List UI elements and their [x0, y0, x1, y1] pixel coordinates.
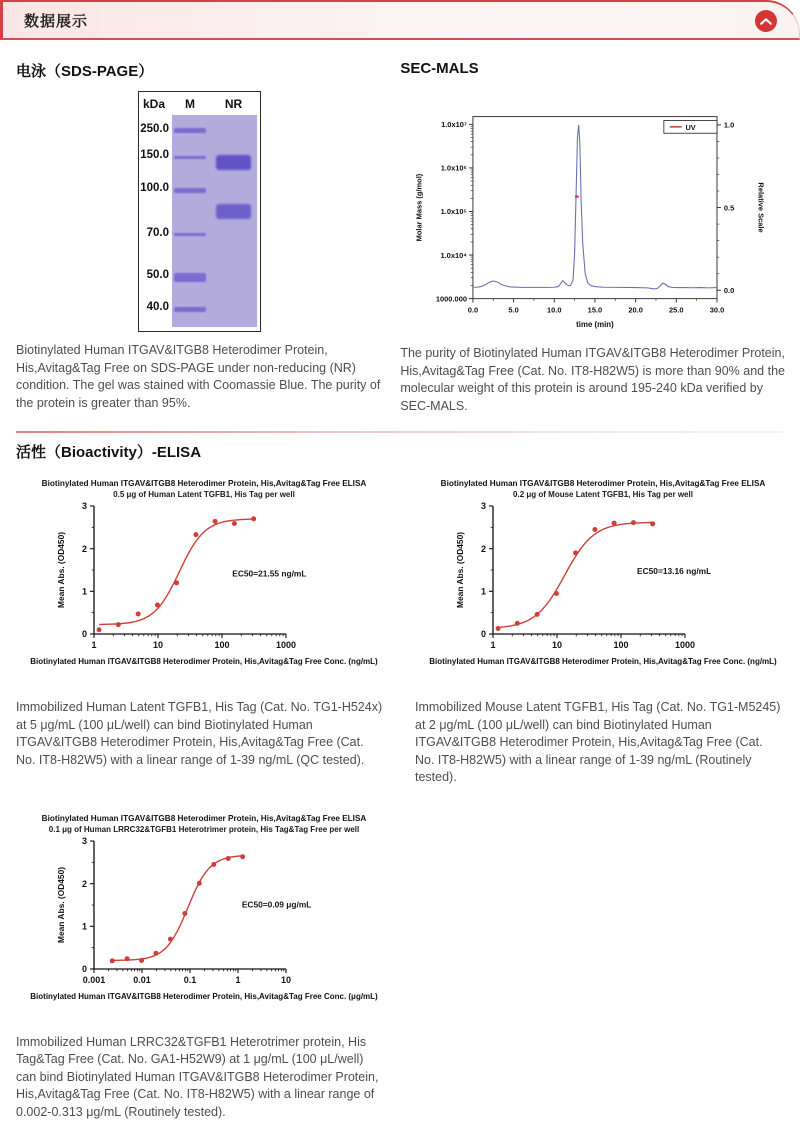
legend-label: UV	[685, 122, 696, 132]
data-point	[631, 520, 636, 525]
fit-curve	[498, 523, 653, 628]
svg-text:5.0: 5.0	[508, 305, 520, 315]
svg-text:0.0: 0.0	[724, 285, 735, 295]
svg-text:0: 0	[81, 629, 87, 640]
sec-mals-section	[400, 52, 792, 415]
sec-mals-caption: The purity of Biotinylated Human ITGAV&ITGB8 Heterodimer Protein, His,Avitag&Tag Free (Cat. No. IT8-H82W5) is more than 90% and the molecular weight of this protein is around 195-240 kDa verified by SEC-MALS.	[400, 346, 785, 413]
data-point	[515, 621, 520, 626]
plot-frame	[473, 117, 717, 299]
page-title: 数据展示	[24, 12, 89, 30]
svg-text:100: 100	[214, 640, 230, 650]
svg-text:0.01: 0.01	[133, 974, 151, 985]
back-to-top-button[interactable]	[755, 10, 777, 32]
gel-unit-label: kDa	[143, 97, 166, 111]
data-point	[496, 626, 501, 631]
svg-text:3: 3	[480, 501, 486, 512]
section-banner	[0, 0, 800, 40]
sds-page-gel-figure	[138, 91, 261, 332]
gel-marker-label: 250.0	[140, 122, 169, 135]
gel-marker-label: 50.0	[146, 269, 169, 282]
svg-text:1.0: 1.0	[724, 120, 735, 130]
svg-text:1000.000: 1000.000	[436, 294, 468, 304]
data-point	[110, 958, 115, 963]
elisa-caption-1: Immobilized Human Latent TGFB1, His Tag (Cat. No. TG1-H524x) at 5 μg/mL (100 μL/well) can bind Biotinylated Human ITGAV&ITGB8 Heterodimer Protein, His,Avitag&Tag Free (Cat. No. IT8-H82W5) with a linear range of 1-39 ng/mL (QC tested).	[16, 700, 383, 767]
svg-text:1000: 1000	[674, 640, 696, 650]
right-y-axis-label: Relative Scale	[756, 182, 766, 233]
svg-text:0.5: 0.5	[724, 203, 735, 213]
sec-mals-heading: SEC-MALS	[400, 60, 479, 77]
elisa-figure-2	[415, 476, 784, 787]
data-point	[97, 627, 102, 632]
content-area	[0, 40, 800, 1121]
data-point	[650, 521, 655, 526]
svg-text:25.0: 25.0	[669, 305, 684, 315]
gel-lane-label-nr: NR	[224, 97, 243, 111]
data-point	[211, 861, 216, 866]
data-point	[193, 532, 198, 537]
ec50-annotation: EC50=13.16 ng/mL	[637, 565, 712, 576]
sds-page-caption: Biotinylated Human ITGAV&ITGB8 Heterodimer Protein, His,Avitag&Tag Free on SDS-PAGE under non-reducing (NR) condition. The gel was stained with Coomassie Blue. The purity of the protein is greater than 95%.	[16, 343, 381, 410]
chart-title: Biotinylated Human ITGAV&ITGB8 Heterodimer Protein, His,Avitag&Tag Free ELISA	[440, 479, 766, 488]
sec-mals-chart	[400, 87, 784, 335]
y-axis-label: Mean Abs. (OD450)	[56, 866, 66, 943]
data-point	[251, 516, 256, 521]
gel-sample-band	[216, 204, 251, 219]
fit-curve	[112, 855, 242, 960]
ec50-annotation: EC50=0.09 μg/mL	[241, 899, 312, 910]
elisa-chart-mouse-latent-tgfb1	[427, 476, 779, 689]
elisa-figure-3	[16, 811, 385, 1122]
chart-title: Biotinylated Human ITGAV&ITGB8 Heterodimer Protein, His,Avitag&Tag Free ELISA	[41, 479, 367, 488]
data-point	[232, 521, 237, 526]
gel-marker-label: 100.0	[140, 182, 169, 195]
data-point	[182, 911, 187, 916]
svg-text:10: 10	[280, 974, 292, 985]
data-point	[168, 936, 173, 941]
chart-title: Biotinylated Human ITGAV&ITGB8 Heterodimer Protein, His,Avitag&Tag Free ELISA	[41, 813, 367, 823]
gel-marker-band	[174, 307, 206, 312]
data-point	[240, 854, 245, 859]
bioactivity-section	[16, 441, 784, 1121]
svg-text:1.0x10⁴: 1.0x10⁴	[440, 250, 468, 260]
svg-text:1: 1	[480, 586, 486, 597]
svg-text:0.001: 0.001	[82, 974, 106, 985]
svg-text:0.1: 0.1	[183, 974, 197, 985]
svg-text:0.0: 0.0	[468, 305, 479, 315]
x-axis-label: Biotinylated Human ITGAV&ITGB8 Heterodimer Protein, His,Avitag&Tag Free Conc. (μg/mL)	[30, 991, 378, 1001]
svg-text:0: 0	[480, 629, 486, 640]
top-row	[16, 52, 784, 415]
elisa-chart-human-latent-tgfb1	[28, 476, 380, 689]
gel-marker-band	[174, 128, 206, 133]
data-point	[174, 580, 179, 585]
data-point	[153, 950, 158, 955]
svg-text:15.0: 15.0	[587, 305, 603, 315]
gel-marker-band	[174, 273, 206, 282]
gel-marker-band	[174, 156, 206, 159]
svg-text:1: 1	[235, 974, 241, 985]
grid-spacer	[415, 811, 784, 1122]
svg-text:3: 3	[81, 835, 87, 846]
data-point	[125, 956, 130, 961]
data-point	[116, 622, 121, 627]
gel-marker-label: 40.0	[146, 301, 169, 314]
svg-text:20.0: 20.0	[628, 305, 644, 315]
svg-text:10: 10	[551, 640, 563, 650]
svg-text:0: 0	[81, 963, 87, 974]
svg-text:1: 1	[490, 640, 496, 650]
gel-sample-band	[216, 155, 251, 170]
data-point	[226, 855, 231, 860]
svg-text:1.0x10⁷: 1.0x10⁷	[441, 120, 468, 130]
gel-marker-label: 70.0	[146, 226, 169, 239]
data-point	[554, 591, 559, 596]
data-point	[612, 521, 617, 526]
elisa-caption-2: Immobilized Mouse Latent TGFB1, His Tag (Cat. No. TG1-M5245) at 2 μg/mL (100 μL/well) can bind Biotinylated Human ITGAV&ITGB8 Heterodimer Protein, His,Avitag&Tag Free (Cat. No. IT8-H82W5) with a linear range of 1-39 ng/mL (Routinely tested).	[415, 700, 781, 784]
x-axis-label: time (min)	[576, 320, 615, 330]
svg-text:2: 2	[81, 543, 87, 554]
gel-marker-band	[174, 233, 206, 236]
elisa-caption-3: Immobilized Human LRRC32&TGFB1 Heterotrimer protein, His Tag&Tag Free (Cat. No. GA1-H52W9) at 1 μg/mL (100 μL/well) can bind Biotinylated Human ITGAV&ITGB8 Heterodimer Protein, His,Avitag&Tag Free (Cat. No. IT8-H82W5) with a linear range of 0.002-0.313 μg/mL (Routinely tested).	[16, 1034, 379, 1119]
y-axis-label: Mean Abs. (OD450)	[56, 531, 66, 609]
data-point	[197, 880, 202, 885]
fit-curve	[99, 519, 254, 624]
x-axis-label: Biotinylated Human ITGAV&ITGB8 Heterodimer Protein, His,Avitag&Tag Free Conc. (ng/mL)	[30, 657, 378, 666]
data-point	[136, 611, 141, 616]
data-point	[535, 612, 540, 617]
x-axis-label: Biotinylated Human ITGAV&ITGB8 Heterodimer Protein, His,Avitag&Tag Free Conc. (ng/mL)	[429, 657, 777, 666]
uv-trace	[473, 122, 717, 289]
data-point	[155, 602, 160, 607]
elisa-grid	[16, 476, 784, 1121]
sds-page-section	[16, 52, 392, 415]
svg-text:10.0: 10.0	[547, 305, 562, 315]
data-point	[139, 957, 144, 962]
data-point	[573, 550, 578, 555]
y-axis-label: Mean Abs. (OD450)	[455, 531, 465, 609]
data-point	[592, 527, 597, 532]
svg-text:1.0x10⁵: 1.0x10⁵	[440, 207, 468, 217]
svg-text:2: 2	[81, 878, 87, 889]
svg-text:1: 1	[81, 921, 87, 932]
bioactivity-heading: 活性（Bioactivity）-ELISA	[16, 444, 202, 461]
svg-text:1.0x10⁶: 1.0x10⁶	[441, 163, 468, 173]
left-y-axis-label: Molar Mass (g/mol)	[415, 173, 425, 242]
sds-page-heading: 电泳（SDS-PAGE）	[16, 63, 154, 80]
gel-marker-label: 150.0	[140, 149, 169, 162]
chart-subtitle: 0.2 μg of Mouse Latent TGFB1, His Tag per well	[513, 490, 693, 499]
data-point	[213, 519, 218, 524]
svg-text:1: 1	[91, 640, 97, 650]
chevron-up-icon	[759, 17, 773, 26]
svg-text:100: 100	[613, 640, 629, 650]
gel-marker-band	[174, 188, 206, 193]
svg-text:1: 1	[81, 586, 87, 597]
svg-text:3: 3	[81, 501, 87, 512]
chart-subtitle: 0.5 μg of Human Latent TGFB1, His Tag per well	[113, 490, 295, 499]
ec50-annotation: EC50=21.55 ng/mL	[232, 568, 307, 579]
section-divider	[16, 431, 784, 433]
elisa-chart-lrrc32-tgfb1	[28, 811, 380, 1024]
gel-lane-label-m: M	[185, 97, 195, 111]
svg-text:30.0: 30.0	[710, 305, 725, 315]
elisa-figure-1	[16, 476, 385, 787]
chart-subtitle: 0.1 μg of Human LRRC32&TGFB1 Heterotrimer protein, His Tag&Tag Free per well	[48, 824, 360, 834]
svg-text:10: 10	[152, 640, 164, 650]
gel-lane	[172, 115, 257, 327]
svg-text:2: 2	[480, 543, 486, 554]
svg-text:1000: 1000	[275, 640, 297, 650]
